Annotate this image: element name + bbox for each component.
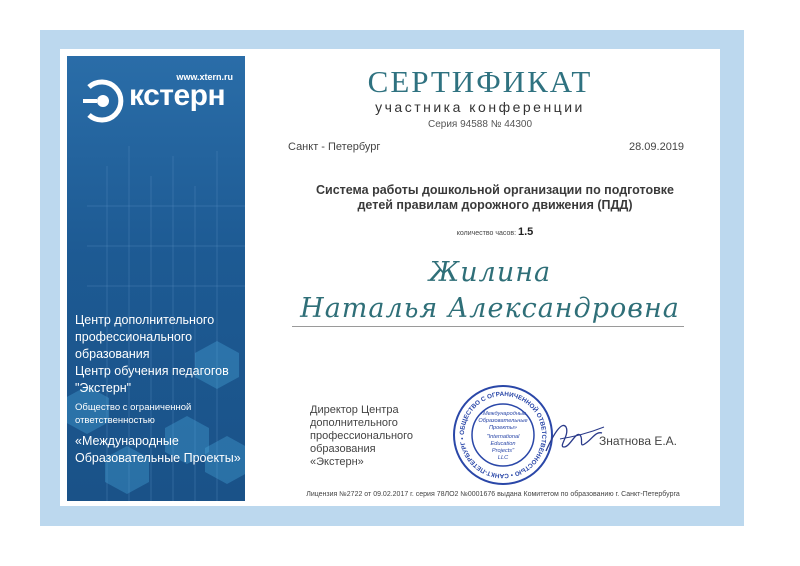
topic-line-2: детей правилам дорожного движения (ПДД)	[357, 198, 633, 212]
seal-ring-text: ОБЩЕСТВО С ОГРАНИЧЕННОЙ ОТВЕТСТВЕННОСТЬЮ • САНКТ-ПЕТЕРБУРГ •	[458, 390, 548, 480]
director-line-3: профессионального	[310, 430, 414, 442]
company-type: Общество с ограниченной ответственностью	[75, 402, 192, 426]
director-line-4: образования	[310, 443, 376, 455]
exstern-logo-icon	[79, 79, 129, 123]
certificate-series: Серия 94588 № 44300	[427, 119, 533, 130]
certificate-title: СЕРТИФИКАТ	[367, 64, 593, 99]
website-url: www.xtern.ru	[176, 72, 233, 82]
seal-line-5: Education	[490, 441, 516, 447]
center-name: Центр дополнительного профессионального образования	[75, 313, 215, 361]
director-line-5: «Экстерн»	[310, 456, 364, 468]
organization-name: «Международные Образовательные Проекты»	[75, 434, 241, 465]
director-line-2: дополнительного	[310, 417, 398, 429]
sidebar-panel	[67, 56, 245, 501]
recipient-given-names: Наталья Александровна	[300, 293, 680, 324]
logo-text: кстерн	[129, 79, 226, 112]
signer-name: Знатнова Е.А.	[599, 434, 678, 448]
name-underline	[292, 326, 684, 327]
license-info: Лицензия №2722 от 09.02.2017 г. серия 78ЛО2 №0001676 выдана Комитетом по образованию г. Санкт-Петербурга	[306, 491, 680, 498]
seal-line-7: LLC	[497, 455, 509, 461]
hours-count	[290, 226, 700, 238]
seal-line-4: "International	[486, 434, 520, 440]
seal-line-2: Образовательные	[478, 418, 528, 424]
hours-label: количество часов:	[456, 230, 517, 237]
issue-date: 28.09.2019	[629, 141, 685, 153]
topic-line-1: Система работы дошкольной организации по подготовке	[315, 183, 674, 197]
seal-line-1: «Международные	[479, 411, 527, 417]
certificate-subtitle: участника конференции	[375, 99, 585, 115]
conference-topic	[290, 183, 700, 213]
seal-line-3: Проекты»	[489, 425, 517, 431]
city: Санкт - Петербург	[288, 141, 381, 153]
hours-value: 1.5	[517, 226, 534, 238]
seal-line-6: Projects"	[491, 448, 515, 454]
director-title	[310, 404, 440, 469]
director-line-1: Директор Центра	[310, 404, 399, 416]
training-center-name: Центр обучения педагогов "Экстерн"	[75, 364, 229, 395]
recipient-surname: Жилина	[428, 257, 552, 288]
